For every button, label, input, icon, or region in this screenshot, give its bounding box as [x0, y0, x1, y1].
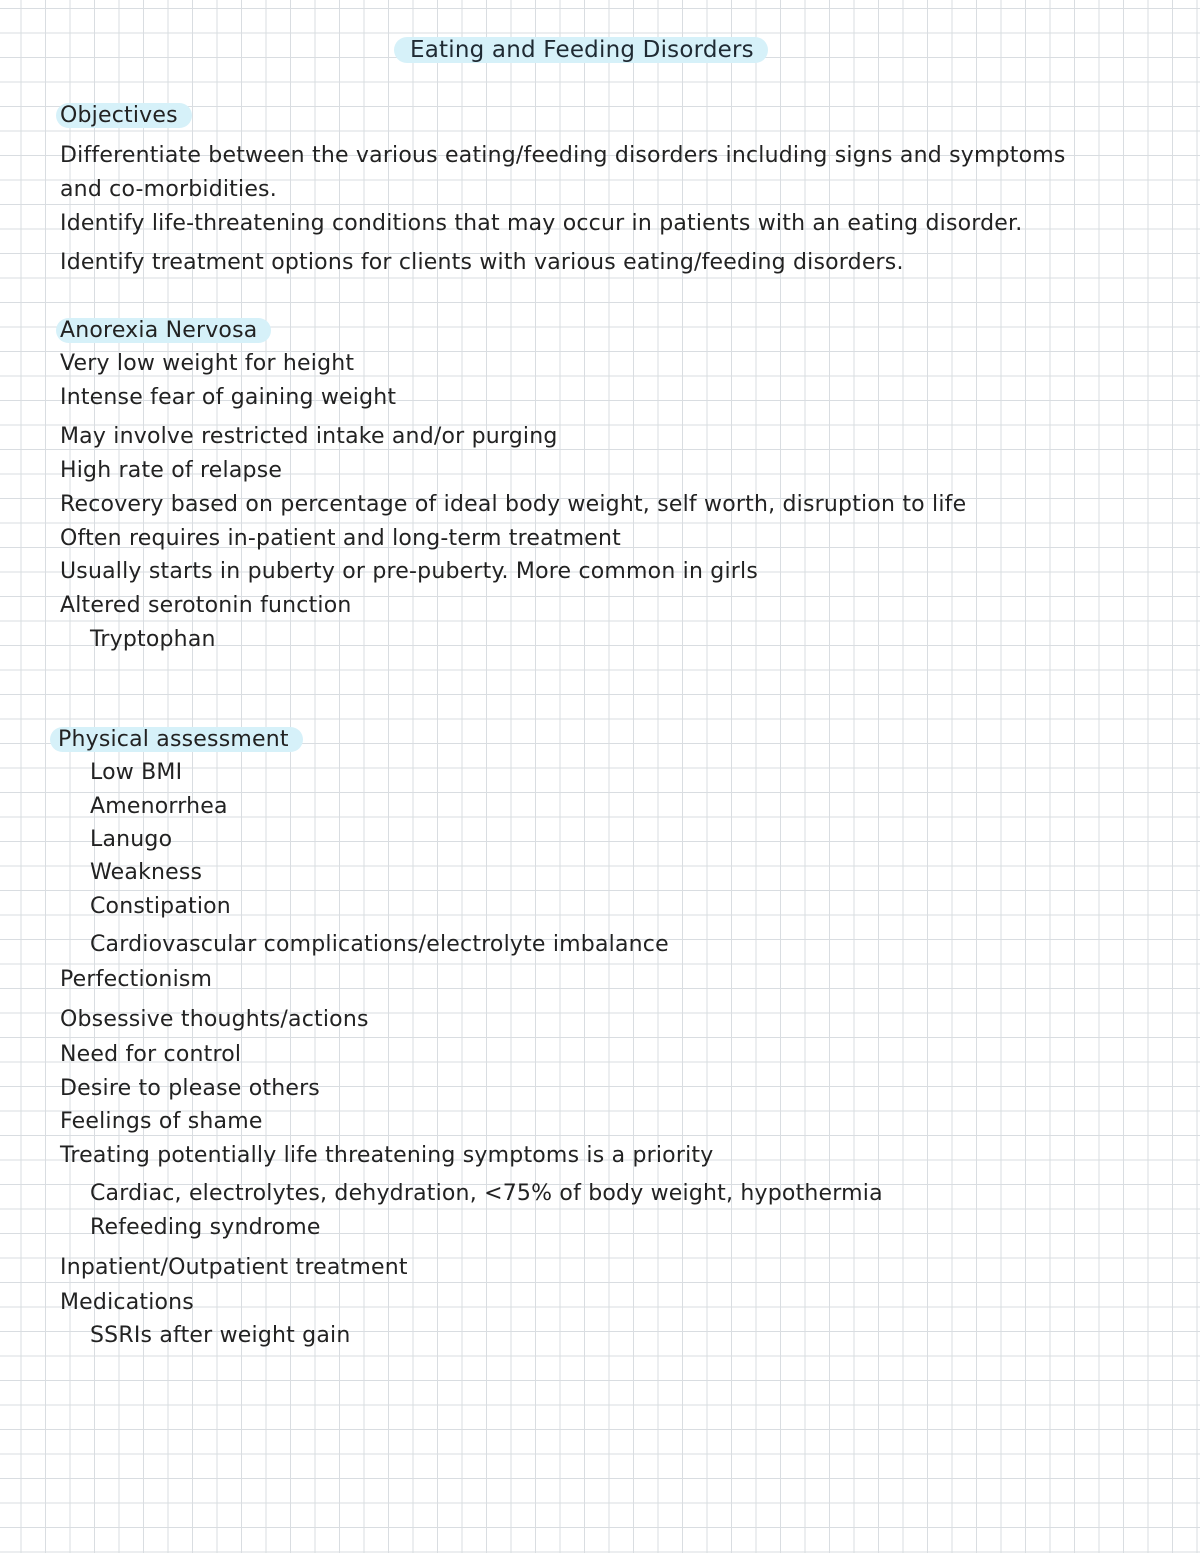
anorexia-item: May involve restricted intake and/or purging — [60, 424, 558, 449]
priority-sub-item: Cardiac, electrolytes, dehydration, <75% of body weight, hypothermia — [90, 1181, 883, 1206]
trait-item: Perfectionism — [60, 967, 213, 992]
physical-sub-item: Weakness — [90, 860, 203, 885]
physical-sub-item: Constipation — [90, 894, 231, 919]
medications-sub-item: SSRIs after weight gain — [90, 1323, 351, 1348]
trait-item: Feelings of shame — [60, 1109, 263, 1134]
anorexia-item: Often requires in-patient and long-term treatment — [60, 526, 621, 551]
medications-item: Medications — [60, 1290, 194, 1315]
physical-sub-item: Low BMI — [90, 760, 183, 785]
objectives-heading: Objectives — [56, 101, 192, 131]
anorexia-item: Recovery based on percentage of ideal body weight, self worth, disruption to life — [60, 492, 967, 517]
anorexia-item: High rate of relapse — [60, 458, 283, 483]
anorexia-item: Altered serotonin function — [60, 593, 352, 618]
physical-sub-item: Cardiovascular complications/electrolyte imbalance — [90, 932, 669, 957]
anorexia-heading: Anorexia Nervosa — [56, 316, 271, 346]
objective-item: Identify life-threatening conditions that may occur in patients with an eating disorder. — [60, 211, 1023, 236]
anorexia-item: Intense fear of gaining weight — [60, 385, 397, 410]
anorexia-item: Very low weight for height — [60, 351, 355, 376]
objective-item: Identify treatment options for clients with various eating/feeding disorders. — [60, 250, 904, 275]
anorexia-sub-item: Tryptophan — [90, 627, 216, 652]
treatment-item: Inpatient/Outpatient treatment — [60, 1255, 408, 1280]
page-title-text: Eating and Feeding Disorders — [394, 37, 768, 63]
trait-item: Treating potentially life threatening symptoms is a priority — [60, 1143, 714, 1168]
page-title — [394, 35, 768, 65]
objective-item: Differentiate between the various eating/feeding disorders including signs and symptoms — [60, 143, 1066, 168]
priority-sub-item: Refeeding syndrome — [90, 1215, 321, 1240]
physical-sub-item: Amenorrhea — [90, 794, 228, 819]
trait-item: Need for control — [60, 1042, 242, 1067]
trait-item: Desire to please others — [60, 1076, 320, 1101]
physical-sub-item: Lanugo — [90, 827, 173, 852]
trait-item: Obsessive thoughts/actions — [60, 1007, 369, 1032]
physical-assessment-heading: Physical assessment — [50, 725, 303, 755]
objective-item: and co-morbidities. — [60, 177, 277, 202]
anorexia-item: Usually starts in puberty or pre-puberty. More common in girls — [60, 559, 758, 584]
